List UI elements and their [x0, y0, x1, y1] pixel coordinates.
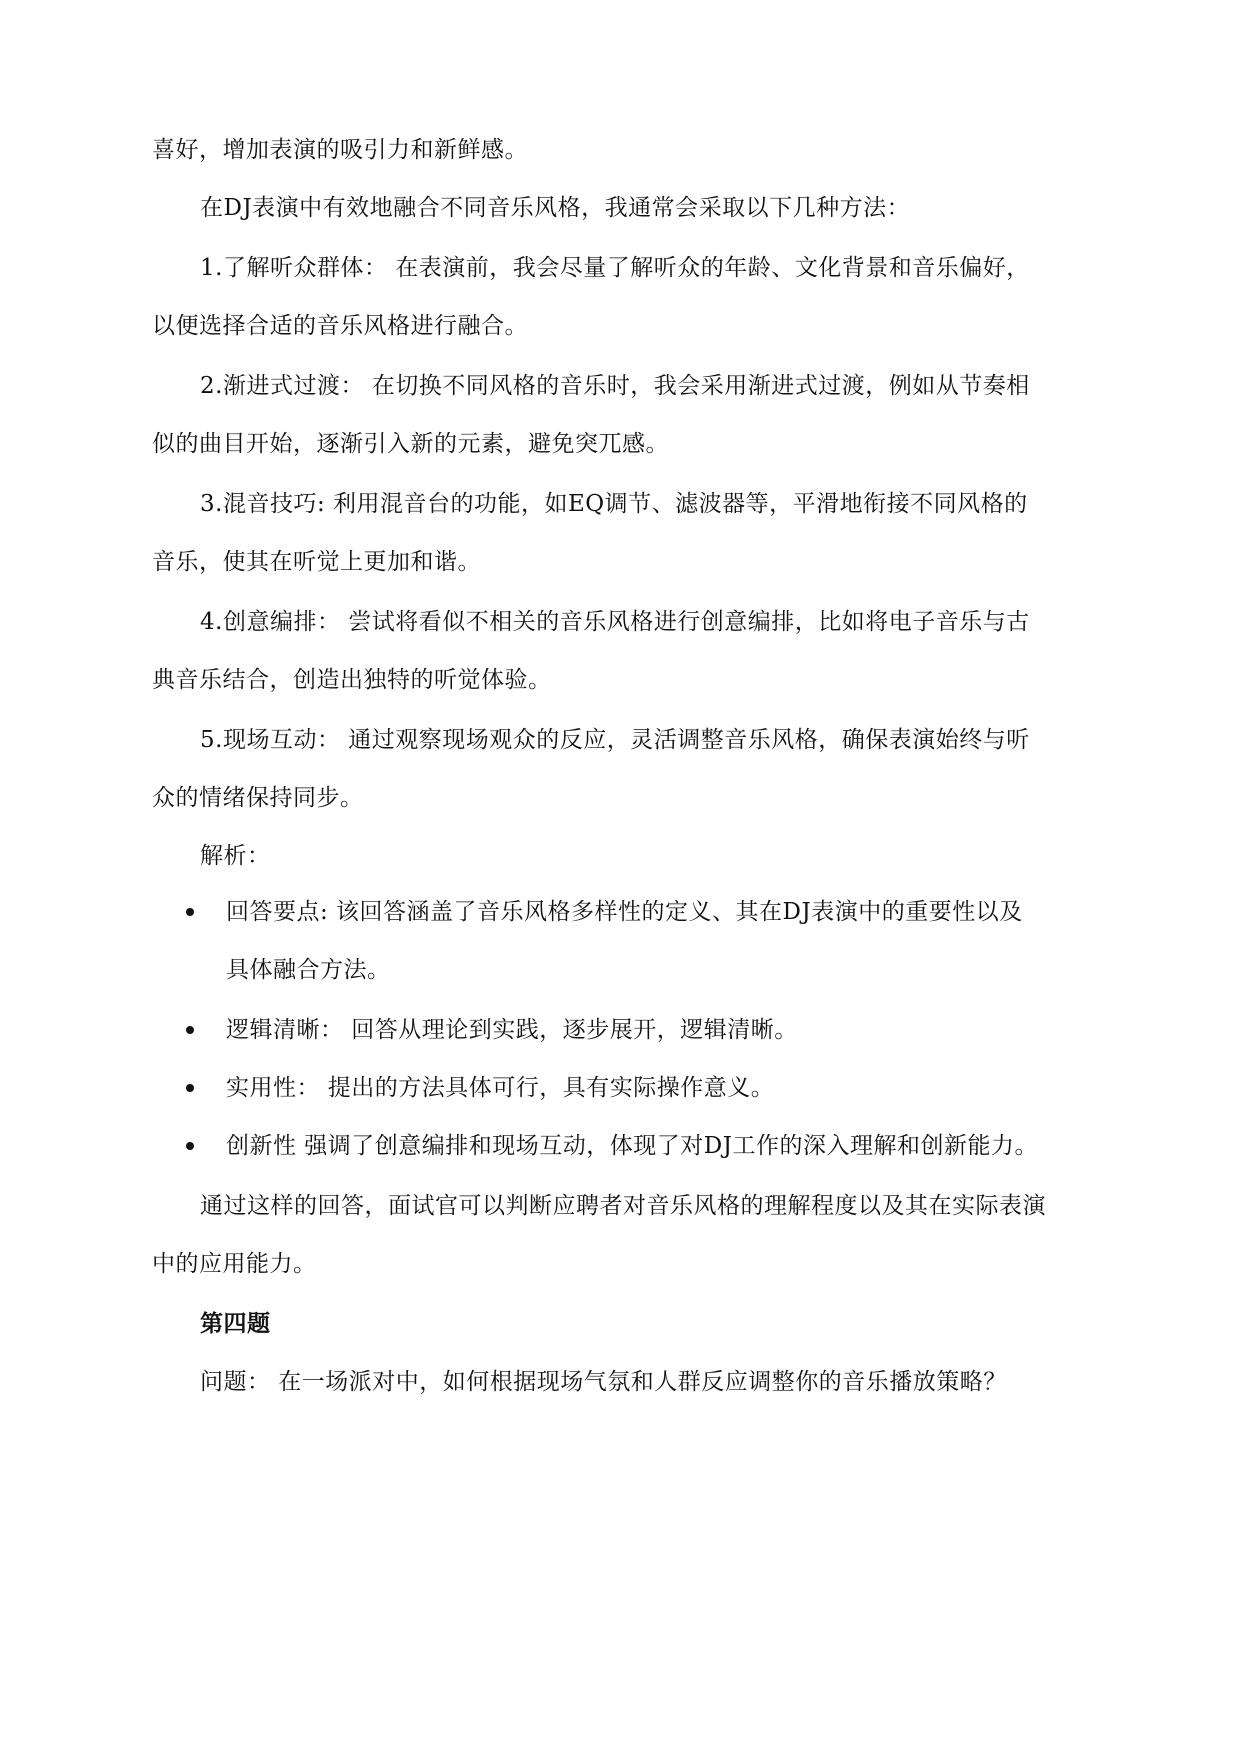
paragraph-line: 解析： — [200, 843, 271, 869]
paragraph-line: 以便选择合适的音乐风格进行融合。 — [152, 313, 528, 339]
paragraph-line: 4.创意编排： 尝试将看似不相关的音乐风格进行创意编排，比如将电子音乐与古 — [200, 609, 1030, 635]
bullet-dot — [186, 1142, 194, 1150]
paragraph-line: 3.混音技巧: 利用混音台的功能，如EQ调节、滤波器等，平滑地衔接不同风格的 — [200, 491, 1028, 517]
paragraph-line: 1.了解听众群体： 在表演前，我会尽量了解听众的年龄、文化背景和音乐偏好， — [200, 255, 1030, 281]
paragraph-line: 中的应用能力。 — [152, 1251, 317, 1277]
paragraph-line: 音乐，使其在听觉上更加和谐。 — [152, 549, 481, 575]
paragraph-line: 典音乐结合，创造出独特的听觉体验。 — [152, 667, 552, 693]
paragraph-line: 2.渐进式过渡： 在切换不同风格的音乐时，我会采用渐进式过渡，例如从节奏相 — [200, 373, 1030, 399]
bullet-dot — [186, 1084, 194, 1092]
bullet-item-line: 回答要点: 该回答涵盖了音乐风格多样性的定义、其在DJ表演中的重要性以及 — [226, 899, 1023, 925]
bullet-item-line: 逻辑清晰： 回答从理论到实践，逐步展开，逻辑清晰。 — [226, 1017, 798, 1043]
bullet-dot — [186, 1026, 194, 1034]
paragraph-line: 在DJ表演中有效地融合不同音乐风格，我通常会采取以下几种方法： — [200, 195, 911, 221]
paragraph-line: 众的情绪保持同步。 — [152, 785, 364, 811]
bullet-item-line: 实用性： 提出的方法具体可行，具有实际操作意义。 — [226, 1075, 775, 1101]
bullet-item-line: 创新性 强调了创意编排和现场互动，体现了对DJ工作的深入理解和创新能力。 — [226, 1133, 1038, 1159]
bullet-item-line: 具体融合方法。 — [226, 957, 391, 983]
bullet-dot — [186, 908, 194, 916]
section-heading: 第四题 — [200, 1311, 271, 1337]
paragraph-line: 喜好，增加表演的吸引力和新鲜感。 — [152, 137, 528, 163]
paragraph-line: 问题： 在一场派对中，如何根据现场气氛和人群反应调整你的音乐播放策略？ — [200, 1369, 1007, 1395]
paragraph-line: 通过这样的回答，面试官可以判断应聘者对音乐风格的理解程度以及其在实际表演 — [200, 1193, 1046, 1219]
paragraph-line: 5.现场互动： 通过观察现场观众的反应，灵活调整音乐风格，确保表演始终与听 — [200, 727, 1030, 753]
paragraph-line: 似的曲目开始，逐渐引入新的元素，避免突兀感。 — [152, 431, 669, 457]
